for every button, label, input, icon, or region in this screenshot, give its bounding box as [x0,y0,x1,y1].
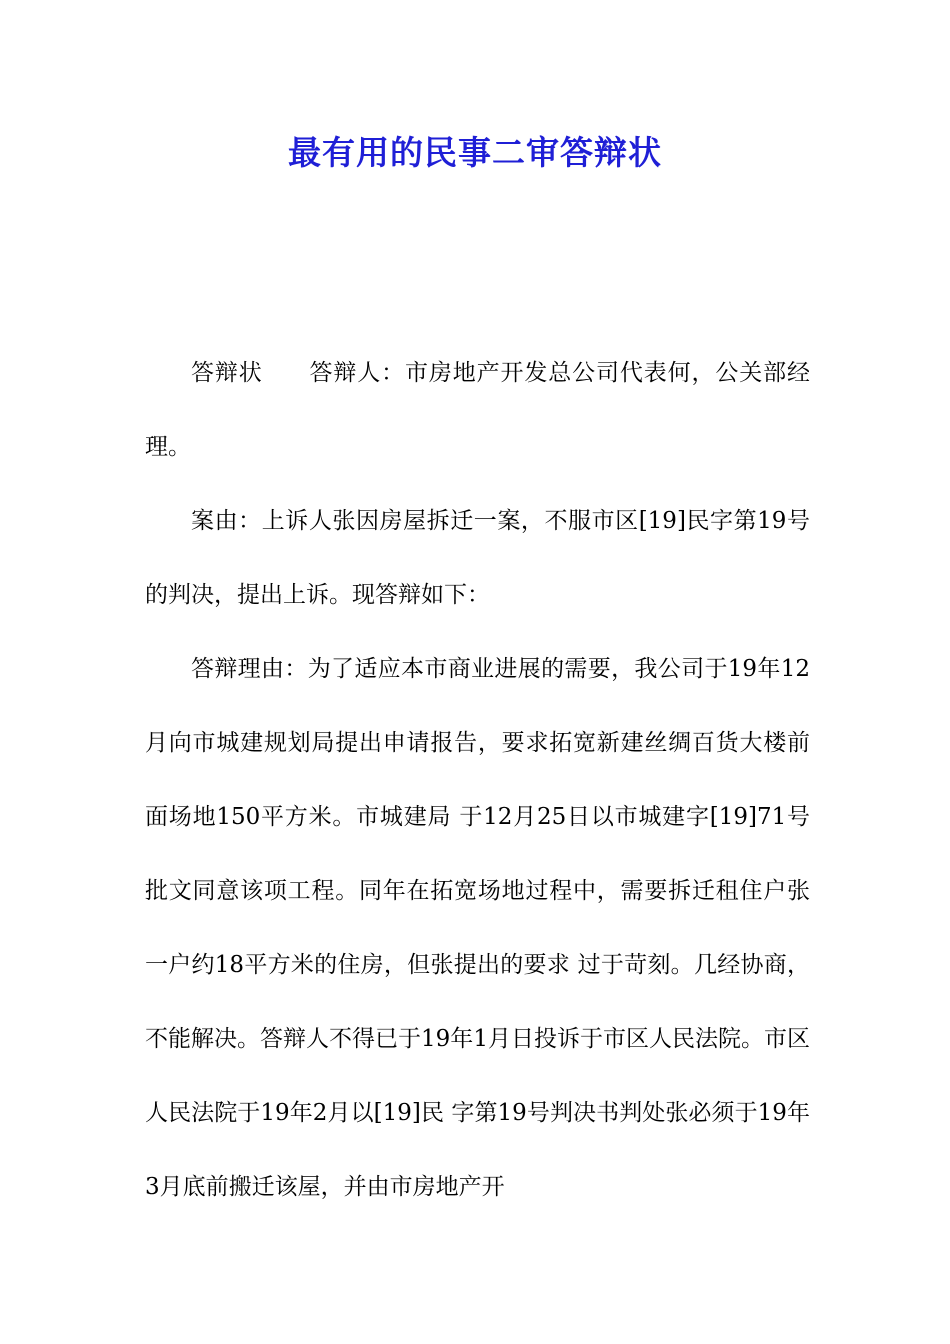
paragraph-respondent [145,336,810,484]
paragraph-heading: 答辩状 [191,360,263,386]
paragraph-case-cause: 案由：上诉人张因房屋拆迁一案，不服市区[19]民字第19号的判决，提出上诉。现答辩如下： [145,508,810,608]
paragraph-text: 答辩人：市房地产开发总公司代表何，公关部经理。 [145,360,810,460]
document-body [145,336,810,1224]
document-title: 最有用的民事二审答辩状 [288,133,662,172]
paragraph-defense-reasons: 答辩理由：为了适应本市商业进展的需要，我公司于19年12月向市城建规划局提出申请报告，要求拓宽新建丝绸百货大楼前面场地150平方米。市城建局 于12月25日以市城建字[19]71号批文同意该项工程。同年在拓宽场地过程中，需要拆迁租住户张一户约18平方米的住房，但张提出的要求 过于苛刻。几经协商，不能解决。答辩人不得已于19年1月日投诉于市区人民法院。市区人民法院于19年2月以[19]民 字第19号判决书判处张必须于19年3月底前搬迁该屋，并由市房地产开 [145,656,810,1200]
